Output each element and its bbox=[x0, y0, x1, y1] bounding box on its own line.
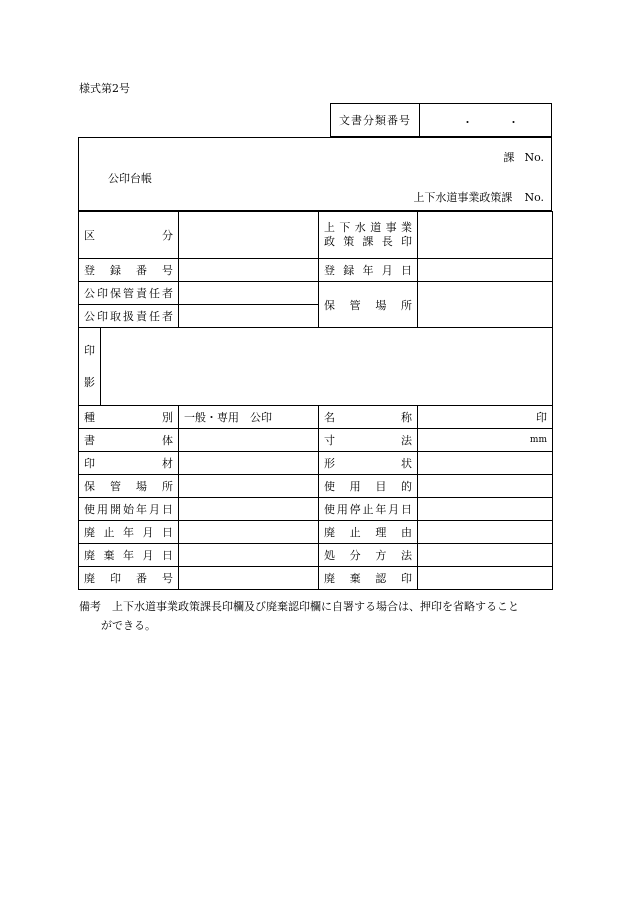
seal-impression-area[interactable] bbox=[79, 328, 553, 406]
disposal-date-value[interactable] bbox=[179, 544, 319, 567]
purpose-value[interactable] bbox=[418, 475, 553, 498]
impression-char-2: 影 bbox=[84, 376, 95, 389]
abolish-reason-label: 廃止理由 bbox=[319, 521, 418, 544]
division-no: No. bbox=[524, 191, 544, 204]
shape-label: 形 状 bbox=[319, 452, 418, 475]
disposal-approval-label: 廃棄認印 bbox=[319, 567, 418, 590]
abolish-date-label: 廃止年月日 bbox=[79, 521, 179, 544]
chief-seal-line-1: 上下水道事業 bbox=[324, 221, 412, 234]
use-start-value[interactable] bbox=[179, 498, 319, 521]
storage-place2-label: 保管場所 bbox=[79, 475, 179, 498]
ledger-title: 公印台帳 bbox=[108, 172, 152, 185]
ledger-header bbox=[78, 137, 552, 211]
disposal-approval-value[interactable] bbox=[418, 567, 553, 590]
material-value[interactable] bbox=[179, 452, 319, 475]
font-label: 書 体 bbox=[79, 429, 179, 452]
storage-place-label: 保管場所 bbox=[319, 282, 418, 328]
chief-seal-value[interactable] bbox=[418, 212, 553, 259]
abolish-reason-value[interactable] bbox=[418, 521, 553, 544]
remarks-note bbox=[79, 597, 559, 635]
division-label: 上下水道事業政策課 bbox=[413, 191, 513, 204]
custodian-value[interactable] bbox=[179, 282, 319, 305]
purpose-label: 使用目的 bbox=[319, 475, 418, 498]
use-stop-label: 使用停止年月日 bbox=[319, 498, 418, 521]
disposal-date-label: 廃棄年月日 bbox=[79, 544, 179, 567]
seal-ledger-table bbox=[78, 211, 553, 590]
kubun-label: 区 分 bbox=[79, 212, 179, 259]
use-stop-value[interactable] bbox=[418, 498, 553, 521]
size-label: 寸 法 bbox=[319, 429, 418, 452]
shape-value[interactable] bbox=[418, 452, 553, 475]
font-value[interactable] bbox=[179, 429, 319, 452]
name-value[interactable]: 印 bbox=[418, 406, 553, 429]
division-number bbox=[413, 189, 544, 205]
disposal-method-label: 処分方法 bbox=[319, 544, 418, 567]
seal-impression-label bbox=[79, 328, 101, 405]
impression-char-1: 印 bbox=[84, 344, 95, 357]
reg-date-label: 登録年月日 bbox=[319, 259, 418, 282]
classification-label: 文書分類番号 bbox=[331, 104, 420, 137]
material-label: 印 材 bbox=[79, 452, 179, 475]
section-number bbox=[503, 149, 544, 165]
form-number: 様式第2号 bbox=[79, 82, 130, 95]
abolish-seal-no-label: 廃印番号 bbox=[79, 567, 179, 590]
section-no: No. bbox=[524, 151, 544, 164]
chief-seal-label bbox=[319, 212, 418, 259]
reg-no-value[interactable] bbox=[179, 259, 319, 282]
classification-value[interactable] bbox=[420, 104, 552, 137]
name-label: 名 称 bbox=[319, 406, 418, 429]
custodian-label: 公印保管責任者 bbox=[79, 282, 179, 305]
abolish-date-value[interactable] bbox=[179, 521, 319, 544]
kind-value[interactable]: 一般・専用 公印 bbox=[179, 406, 319, 429]
disposal-method-value[interactable] bbox=[418, 544, 553, 567]
classification-table bbox=[330, 103, 552, 137]
chief-seal-line-2: 政策課長印 bbox=[324, 235, 412, 248]
reg-no-label: 登録番号 bbox=[79, 259, 179, 282]
section-label: 課 bbox=[503, 151, 515, 164]
abolish-seal-no-value[interactable] bbox=[179, 567, 319, 590]
remarks-line-2: ができる。 bbox=[101, 619, 156, 632]
kind-label: 種 別 bbox=[79, 406, 179, 429]
storage-place2-value[interactable] bbox=[179, 475, 319, 498]
handler-label: 公印取扱責任者 bbox=[79, 305, 179, 328]
classification-dot-1: ・ bbox=[462, 116, 473, 129]
size-value[interactable]: mm bbox=[418, 429, 553, 452]
storage-place-value[interactable] bbox=[418, 282, 553, 328]
remarks-line-1: 備考 上下水道事業政策課長印欄及び廃棄認印欄に自署する場合は、押印を省略すること bbox=[79, 600, 519, 613]
handler-value[interactable] bbox=[179, 305, 319, 328]
kubun-value[interactable] bbox=[179, 212, 319, 259]
use-start-label: 使用開始年月日 bbox=[79, 498, 179, 521]
classification-dot-2: ・ bbox=[508, 116, 519, 129]
reg-date-value[interactable] bbox=[418, 259, 553, 282]
